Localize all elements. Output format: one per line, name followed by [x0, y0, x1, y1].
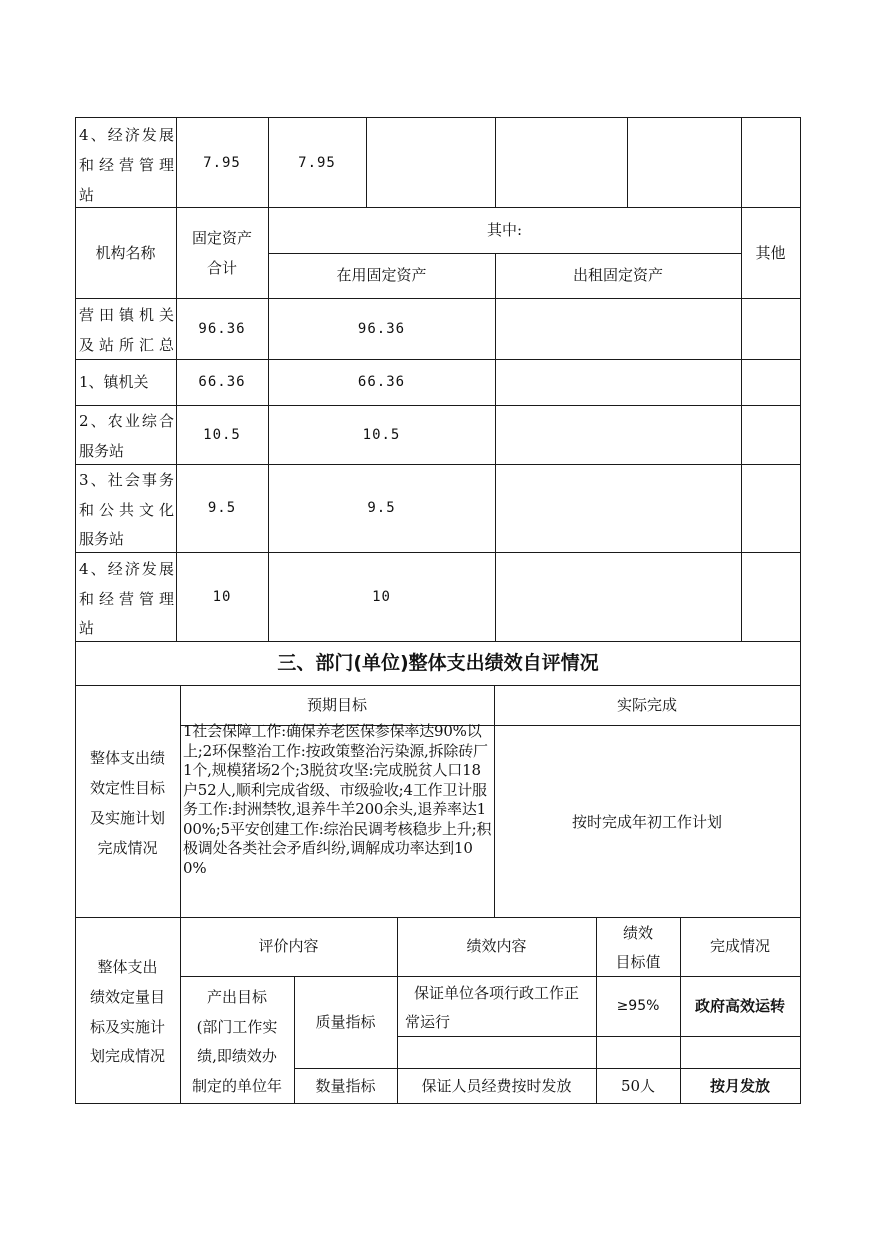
table-rule	[75, 552, 801, 553]
qualitative-label: 完成情况	[97, 839, 158, 857]
table-rule	[75, 405, 801, 406]
column-header: 其中:	[486, 221, 523, 239]
table-row-name: 和经营管理	[79, 590, 174, 608]
table-row-in-use: 10	[372, 589, 391, 605]
table-rule	[75, 1103, 801, 1104]
table-row-name: 站	[79, 619, 95, 637]
quality-completion: 政府高效运转	[694, 997, 785, 1015]
table-row-in-use: 9.5	[367, 500, 396, 516]
table-row-total: 9.5	[207, 500, 237, 516]
table-row-total: 10	[212, 589, 232, 605]
table-rule	[268, 253, 741, 254]
output-goal-label: 绩,即绩效办	[197, 1047, 277, 1065]
qualitative-label: 整体支出绩	[89, 749, 165, 767]
quantitative-label: 整体支出	[97, 958, 158, 976]
table-row-name: 和公共文化	[79, 501, 174, 519]
target-header: 绩效	[622, 924, 653, 942]
org-name-cell: 和经营管理	[79, 156, 174, 174]
table-rule	[495, 117, 496, 207]
table-rule	[495, 253, 496, 641]
table-rule	[75, 117, 801, 118]
table-row-in-use: 66.36	[357, 374, 406, 390]
table-row-name: 1、镇机关	[79, 373, 149, 391]
org-name-cell: 4、经济发展	[79, 126, 174, 144]
column-header: 机构名称	[95, 244, 156, 262]
column-header: 出租固定资产	[572, 266, 663, 284]
table-rule	[294, 1068, 801, 1069]
actual-result-text: 按时完成年初工作计划	[571, 813, 722, 831]
quality-perf: 保证单位各项行政工作正	[413, 984, 579, 1002]
table-rule	[75, 207, 801, 208]
table-rule	[366, 117, 367, 207]
table-row-name: 服务站	[79, 442, 125, 460]
perf-content-header: 绩效内容	[466, 937, 527, 955]
quantitative-label: 标及实施计	[89, 1018, 165, 1036]
table-rule	[741, 117, 742, 641]
quality-target: ≥95%	[616, 998, 660, 1014]
section-title: 三、部门(单位)整体支出绩效自评情况	[277, 652, 599, 674]
table-row-in-use: 10.5	[362, 427, 401, 443]
quality-perf: 常运行	[405, 1013, 451, 1031]
table-rule	[75, 298, 801, 299]
table-row-total: 96.36	[198, 321, 246, 337]
org-name-cell: 站	[79, 186, 95, 204]
table-row-name: 及站所汇总	[79, 336, 174, 354]
table-row-name: 4、经济发展	[79, 560, 174, 578]
qualitative-label: 效定性目标	[89, 779, 165, 797]
column-header: 在用固定资产	[336, 266, 427, 284]
quality-indicator: 质量指标	[315, 1013, 376, 1031]
quantitative-label: 绩效定量目	[89, 988, 165, 1006]
table-rule	[75, 685, 801, 686]
table-rule	[75, 359, 801, 360]
target-header: 目标值	[615, 953, 661, 971]
quantity-perf: 保证人员经费按时发放	[421, 1077, 572, 1095]
column-header: 固定资产	[191, 229, 252, 247]
table-row-name: 服务站	[79, 530, 125, 548]
output-goal-label: 产出目标	[206, 988, 267, 1006]
table-rule	[627, 117, 628, 207]
in-use-value: 7.95	[298, 155, 336, 171]
quantity-indicator: 数量指标	[315, 1077, 376, 1095]
table-row-name: 营田镇机关	[79, 306, 174, 324]
quantitative-label: 划完成情况	[89, 1047, 165, 1065]
table-row-total: 10.5	[203, 427, 241, 443]
fixed-assets-value: 7.95	[203, 155, 241, 171]
eval-content-header: 评价内容	[258, 937, 319, 955]
output-goal-label: (部门工作实	[196, 1018, 278, 1036]
column-header: 合计	[206, 259, 237, 277]
table-rule	[180, 976, 801, 977]
expected-goals-text: 1社会保障工作:确保养老医保参保率达90%以上;2环保整治工作:按政策整治污染源,拆除砖厂1个,规模猪场2个;3脱贫攻坚:完成脱贫人口18户52人,顺利完成省级、市级验收;4工作卫计服务工作:封洲禁牧,退养牛羊200余头,退养率达100%;5平安创建工作:综治民调考核稳步上升;积极调处各类社会矛盾纠纷,调解成功率达到100%	[183, 722, 492, 877]
table-rule	[75, 917, 801, 918]
quantity-completion: 按月发放	[709, 1077, 770, 1095]
table-row-name: 3、社会事务	[79, 471, 174, 489]
table-row-name: 2、农业综合	[79, 412, 174, 430]
expected-header: 预期目标	[306, 696, 367, 714]
quantity-target: 50人	[620, 1077, 656, 1095]
table-row-total: 66.36	[198, 374, 246, 390]
actual-header: 实际完成	[616, 696, 677, 714]
table-rule	[75, 464, 801, 465]
table-row-in-use: 96.36	[357, 321, 406, 337]
output-goal-label: 制定的单位年	[191, 1077, 282, 1095]
completion-header: 完成情况	[709, 937, 770, 955]
table-rule	[800, 117, 801, 1104]
qualitative-label: 及实施计划	[89, 809, 165, 827]
table-rule	[397, 1036, 801, 1037]
table-rule	[75, 641, 801, 642]
column-header: 其他	[755, 244, 786, 262]
